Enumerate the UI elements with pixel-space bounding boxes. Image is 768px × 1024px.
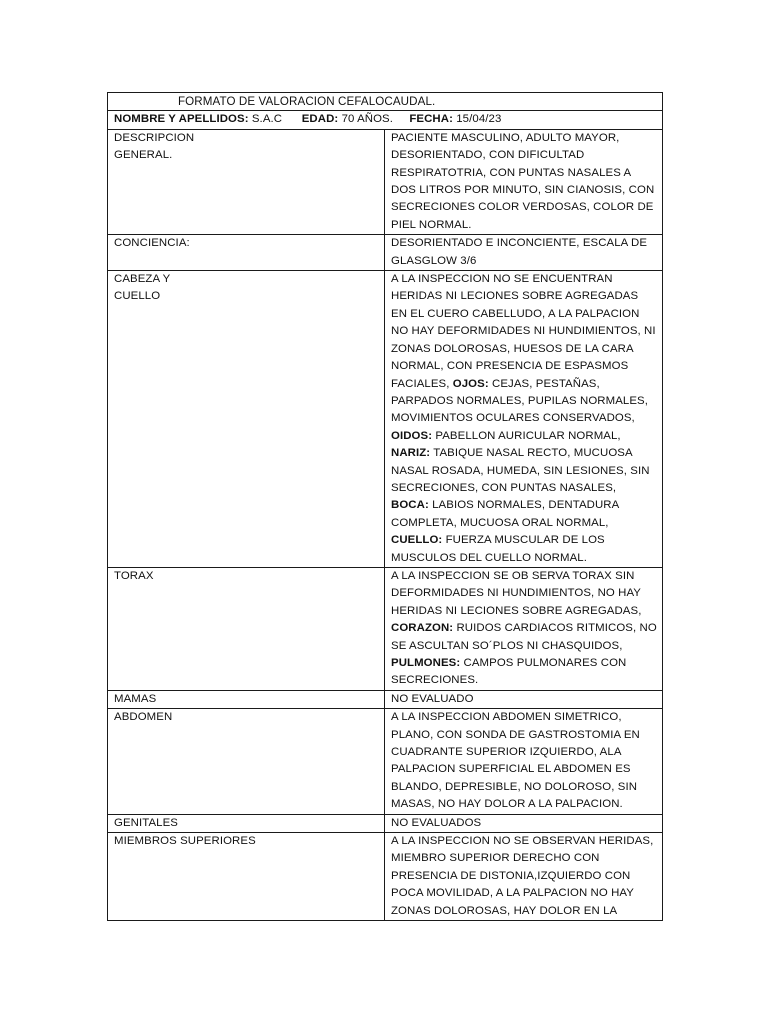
section-findings	[385, 833, 663, 921]
finding-text: TABIQUE NASAL RECTO, MUCUOSA NASAL ROSADA, HUMEDA, SIN LESIONES, SIN SECRECIONES, CON PUNTAS NASALES,	[391, 447, 650, 494]
finding-heading: CORAZON:	[391, 622, 454, 635]
section-findings	[385, 271, 663, 568]
finding-text: PABELLON AURICULAR NORMAL,	[432, 429, 621, 442]
finding-text: A LA INSPECCION NO SE OBSERVAN HERIDAS, MIEMBRO SUPERIOR DERECHO CON PRESENCIA DE DISTONIA,IZQUIERDO CON POCA MOVILIDAD, A LA PALPACION NO HAY ZONAS DOLOROSAS, HAY DOLOR EN LA	[391, 835, 654, 917]
form-title: FORMATO DE VALORACION CEFALOCAUDAL.	[108, 93, 663, 111]
finding-text: FUERZA MUSCULAR DE LOS MUSCULOS DEL CUELLO NORMAL.	[391, 534, 605, 564]
finding-text: PACIENTE MASCULINO, ADULTO MAYOR, DESORIENTADO, CON DIFICULTAD RESPIRATOTRIA, CON PUNTAS NASALES A DOS LITROS POR MINUTO, SIN CIANOSIS, CON SECRECIONES COLOR VERDOSAS, COLOR DE PIEL NORMAL.	[391, 131, 655, 231]
date-value: 15/04/23	[456, 113, 502, 126]
patient-header	[108, 111, 663, 129]
assessment-row	[108, 833, 663, 921]
section-label: DESCRIPCION GENERAL.	[108, 129, 385, 234]
section-findings	[385, 567, 663, 690]
patient-header-row	[108, 111, 663, 129]
finding-heading: NARIZ:	[391, 447, 431, 460]
finding-heading: CUELLO:	[391, 534, 443, 547]
finding-heading: PULMONES:	[391, 657, 461, 669]
assessment-row	[108, 690, 663, 708]
section-label: ABDOMEN	[108, 709, 385, 814]
finding-text: DESORIENTADO E INCONCIENTE, ESCALA DE GLASGLOW 3/6	[391, 237, 648, 267]
name-value: S.A.C	[251, 113, 283, 126]
assessment-row	[108, 235, 663, 271]
section-findings	[385, 129, 663, 234]
assessment-row	[108, 129, 663, 234]
name-label: NOMBRE Y APELLIDOS:	[114, 113, 249, 126]
finding-text: RUIDOS CARDIACOS RITMICOS, NO SE ASCULTAN SO´PLOS NI CHASQUIDOS,	[391, 622, 657, 652]
section-label: CABEZA Y CUELLO	[108, 271, 385, 568]
finding-text: A LA INSPECCION ABDOMEN SIMETRICO, PLANO, CON SONDA DE GASTROSTOMIA EN CUADRANTE SUPERIOR IZQUIERDO, ALA PALPACION SUPERFICIAL EL ABDOMEN ES BLANDO, DEPRESIBLE, NO DOLOROSO, SIN MASAS, NO HAY DOLOR A LA PALPACION.	[391, 711, 640, 811]
assessment-row	[108, 814, 663, 832]
age-label: EDAD:	[301, 113, 339, 126]
age-value: 70 AÑOS.	[341, 113, 394, 126]
section-findings	[385, 690, 663, 708]
assessment-table	[107, 92, 663, 921]
date-label: FECHA:	[409, 113, 453, 126]
finding-text: NO EVALUADOS	[391, 816, 482, 829]
section-label: CONCIENCIA:	[108, 235, 385, 271]
section-findings	[385, 814, 663, 832]
section-findings	[385, 235, 663, 271]
section-findings	[385, 709, 663, 814]
finding-text: A LA INSPECCION NO SE ENCUENTRAN HERIDAS NI LECIONES SOBRE AGREGADAS EN EL CUERO CABELLUDO, A LA PALPACION NO HAY DEFORMIDADES NI HUNDIMIENTOS, NI ZONAS DOLOROSAS, HUESOS DE LA CARA NORMAL, CON PRESENCIA DE ESPASMOS FACIALES,	[391, 273, 656, 390]
finding-heading: BOCA:	[391, 499, 429, 512]
assessment-row	[108, 709, 663, 814]
finding-text: CEJAS, PESTAÑAS, PARPADOS NORMALES, PUPILAS NORMALES, MOVIMIENTOS OCULARES CONSERVADOS,	[391, 377, 649, 425]
finding-heading: OIDOS:	[391, 429, 433, 442]
section-label: MAMAS	[108, 690, 385, 708]
finding-text: LABIOS NORMALES, DENTADURA COMPLETA, MUCUOSA ORAL NORMAL,	[391, 499, 619, 529]
assessment-row	[108, 567, 663, 690]
finding-text: NO EVALUADO	[391, 692, 474, 705]
title-row	[108, 93, 663, 111]
finding-text: A LA INSPECCION SE OB SERVA TORAX SIN DEFORMIDADES NI HUNDIMIENTOS, NO HAY HERIDAS NI LECIONES SOBRE AGREGADAS,	[391, 569, 642, 617]
assessment-row	[108, 271, 663, 568]
section-label: TORAX	[108, 567, 385, 690]
assessment-form	[107, 92, 662, 921]
section-label: MIEMBROS SUPERIORES	[108, 833, 385, 921]
finding-text: CAMPOS PULMONARES CON SECRECIONES.	[391, 657, 627, 687]
finding-heading: OJOS:	[452, 377, 489, 390]
section-label: GENITALES	[108, 814, 385, 832]
